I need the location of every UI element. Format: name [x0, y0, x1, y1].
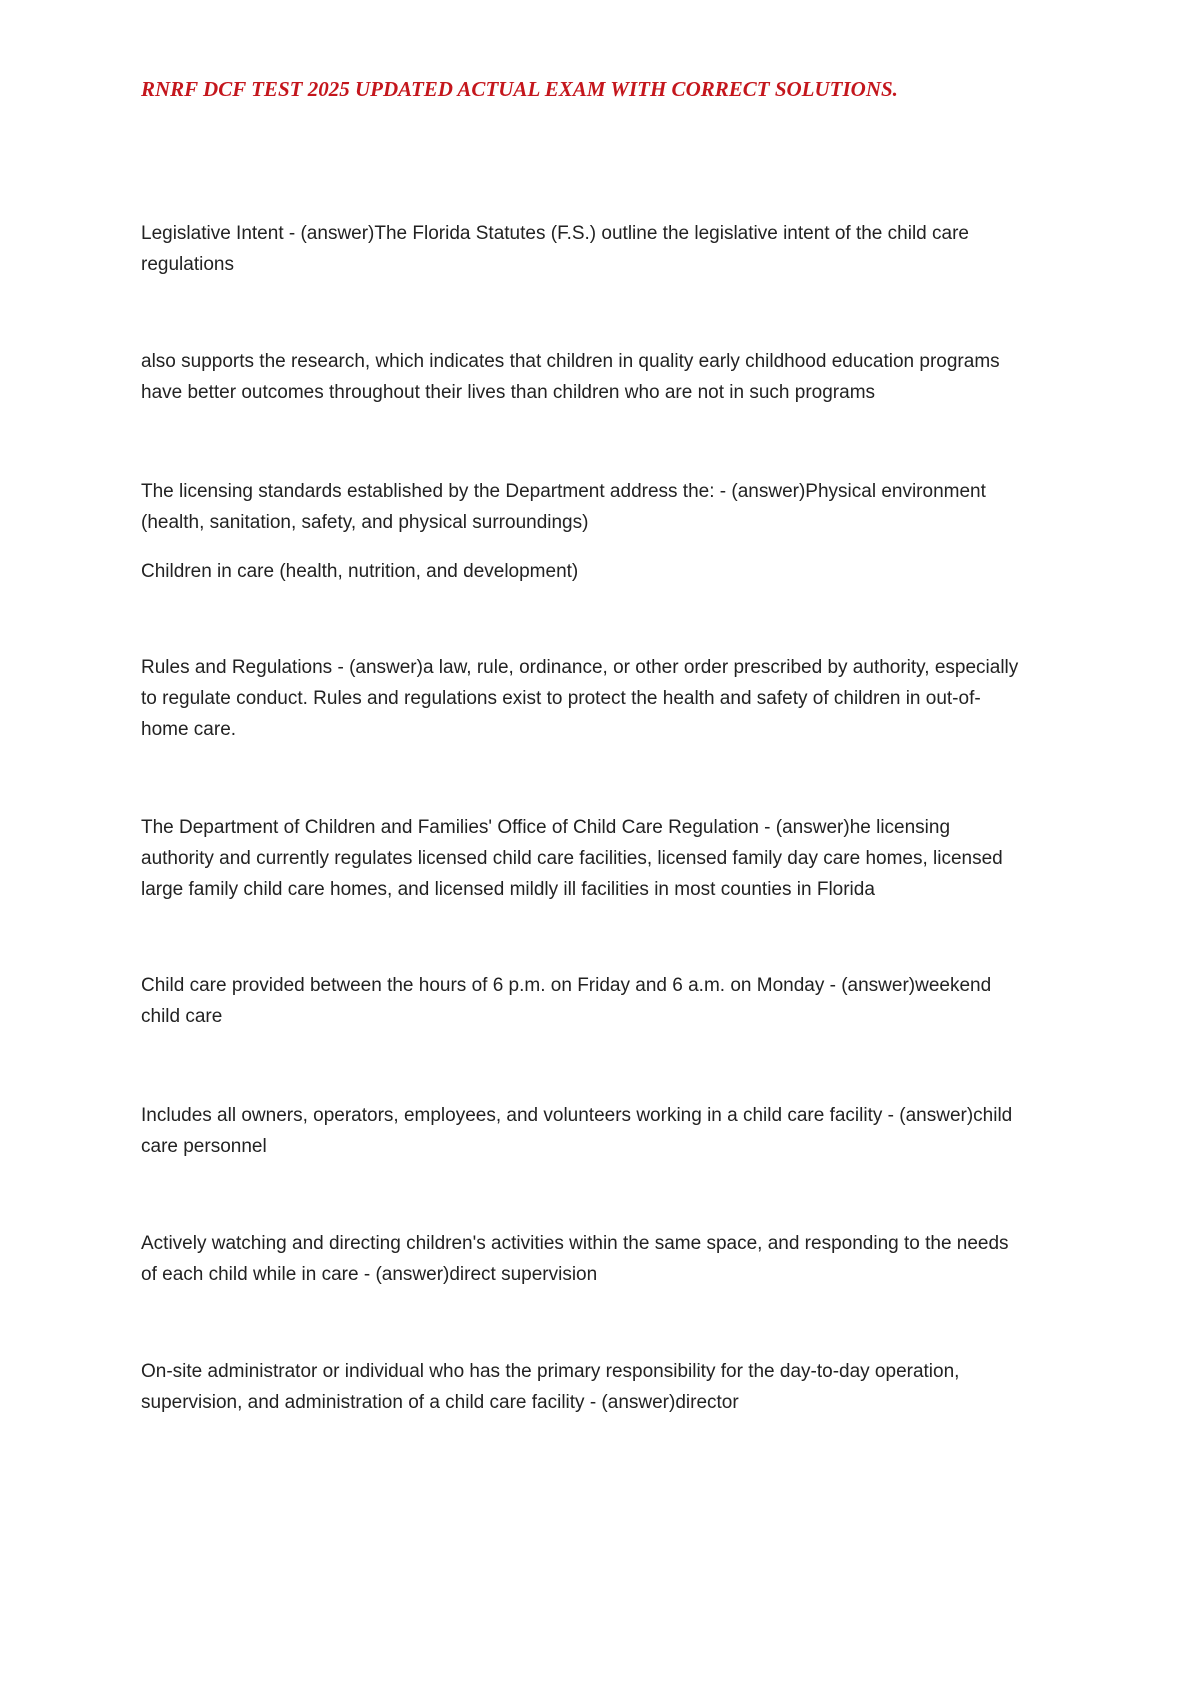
paragraph-children-in-care: Children in care (health, nutrition, and development): [141, 561, 579, 582]
paragraph-director: On-site administrator or individual who has the primary responsibility for the day-to-day operation, supervision, and administration of a child care facility - (answer)director: [141, 1361, 960, 1413]
paragraph-research-support: also supports the research, which indicates that children in quality early childhood education programs have better outcomes throughout their lives than children who are not in such programs: [141, 351, 1000, 403]
document-title: RNRF DCF TEST 2025 UPDATED ACTUAL EXAM WITH CORRECT SOLUTIONS.: [141, 77, 898, 101]
paragraph-rules-and-regulations: Rules and Regulations - (answer)a law, rule, ordinance, or other order prescribed by authority, especially to regulate conduct. Rules and regulations exist to protect the health and safety of children in out-of- home care.: [141, 657, 1019, 740]
paragraph-weekend-child-care: Child care provided between the hours of 6 p.m. on Friday and 6 a.m. on Monday - (answer)weekend child care: [141, 975, 992, 1027]
paragraph-licensing-standards: The licensing standards established by the Department address the: - (answer)Physical environment (health, sanitation, safety, and physical surroundings): [141, 481, 986, 533]
paragraph-child-care-personnel: Includes all owners, operators, employees, and volunteers working in a child care facility - (answer)child care personnel: [141, 1105, 1013, 1157]
paragraph-direct-supervision: Actively watching and directing children's activities within the same space, and responding to the needs of each child while in care - (answer)direct supervision: [141, 1233, 1009, 1285]
paragraph-legislative-intent: Legislative Intent - (answer)The Florida Statutes (F.S.) outline the legislative intent of the child care regulations: [141, 223, 969, 275]
paragraph-office-of-child-care-regulation: The Department of Children and Families' Office of Child Care Regulation - (answer)he licensing authority and currently regulates licensed child care facilities, licensed family day care homes, licensed large family child care homes, and licensed mildly ill facilities in most counties in Florida: [141, 817, 1003, 900]
